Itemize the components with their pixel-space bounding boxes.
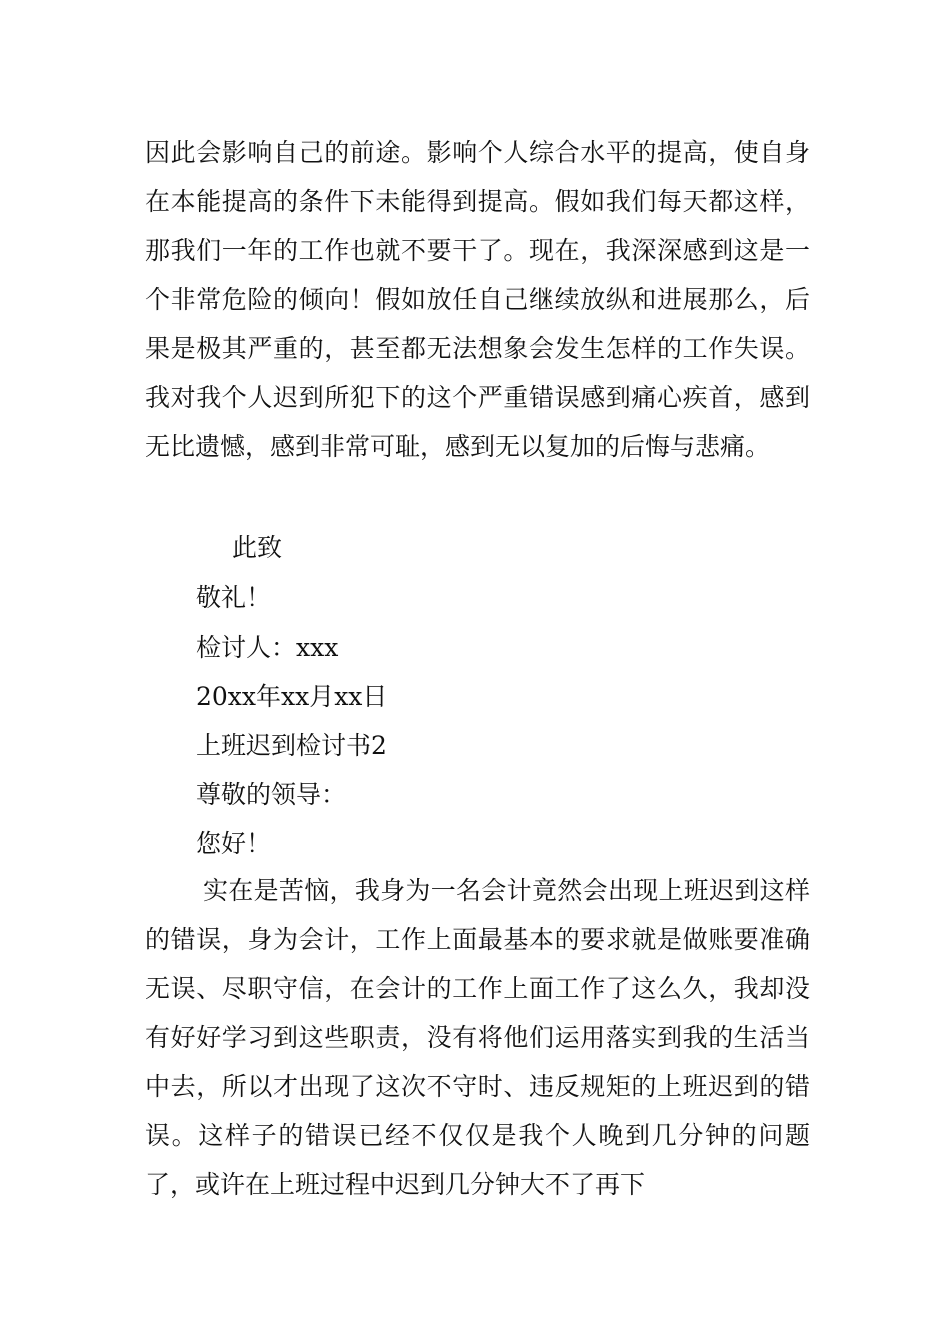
- section-title: 上班迟到检讨书2: [196, 731, 387, 760]
- signer-line: 检讨人：xxx: [196, 633, 339, 662]
- closing-line-2: 敬礼！: [196, 583, 272, 612]
- salutation-line: 尊敬的领导：: [196, 780, 347, 809]
- greeting-line: 您好！: [196, 829, 272, 858]
- body-paragraph-1: 因此会影响自己的前途。影响个人综合水平的提高，使自身在本能提高的条件下未能得到提高。假如我们每天都这样，那我们一年的工作也就不要干了。现在，我深深感到这是一个非常危险的倾向！假如放任自己继续放纵和进展那么，后果是极其严重的，甚至都无法想象会发生怎样的工作失误。我对我个人迟到所犯下的这个严重错误感到痛心疾首，感到无比遗憾，感到非常可耻，感到无以复加的后悔与悲痛。: [145, 138, 810, 461]
- body-paragraph-2: 实在是苦恼，我身为一名会计竟然会出现上班迟到这样的错误，身为会计，工作上面最基本的要求就是做账要准确无误、尽职守信，在会计的工作上面工作了这么久，我却没有好好学习到这些职责，没有将他们运用落实到我的生活当中去，所以才出现了这次不守时、违反规矩的上班迟到的错误。这样子的错误已经不仅仅是我个人晚到几分钟的问题了，或许在上班过程中迟到几分钟大不了再下: [145, 876, 810, 1199]
- closing-line-1: 此致: [232, 533, 283, 562]
- date-line: 20xx年xx月xx日: [196, 682, 388, 711]
